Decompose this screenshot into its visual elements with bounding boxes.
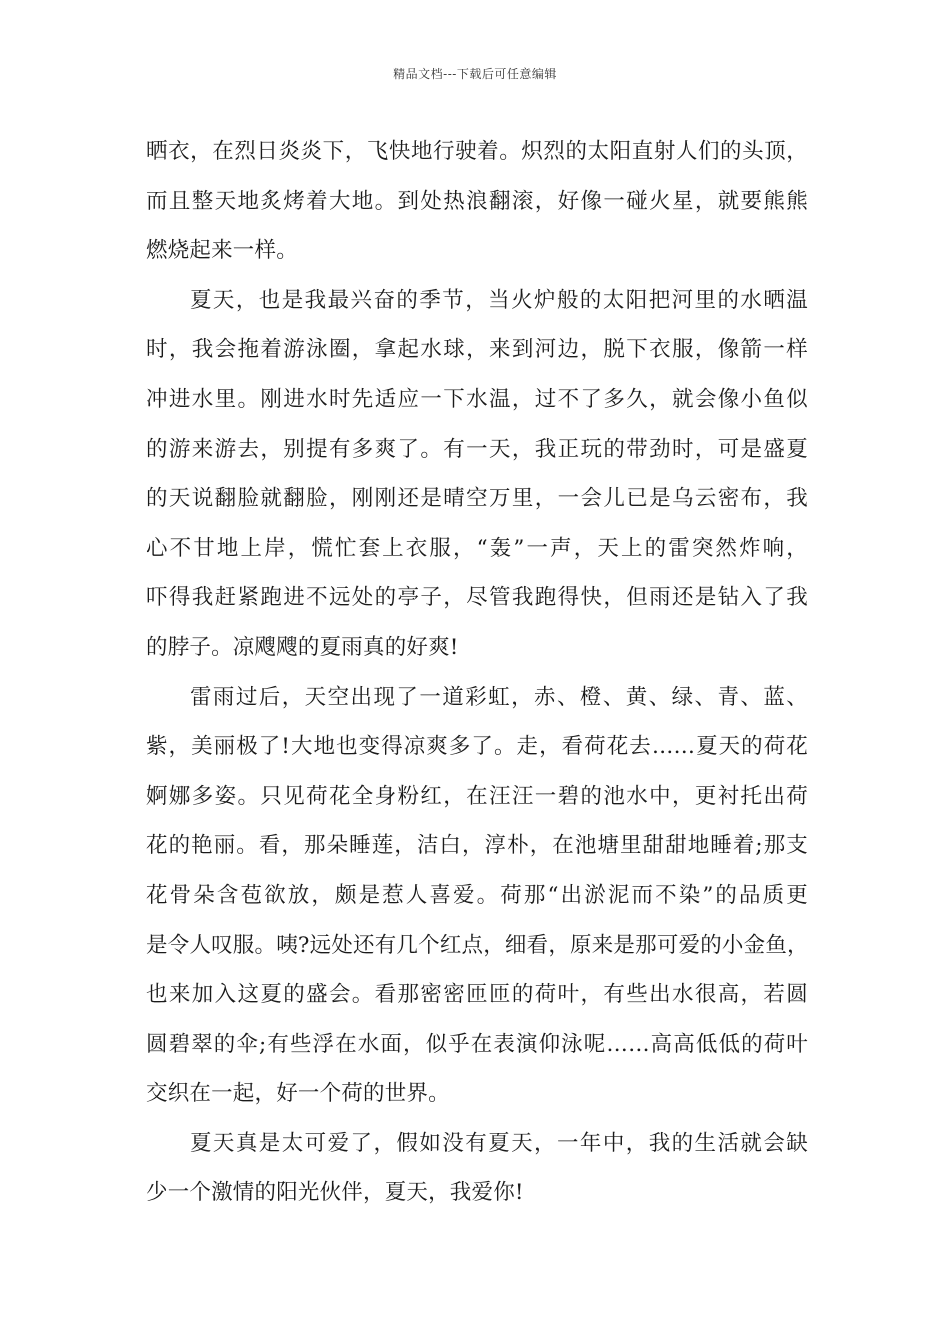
text-line: 花的艳丽。看，那朵睡莲，洁白，淳朴，在池塘里甜甜地睡着;那支 — [146, 833, 808, 859]
text-line: 吓得我赶紧跑进不远处的亭子，尽管我跑得快，但雨还是钻入了我 — [146, 585, 808, 611]
paragraph — [146, 276, 808, 673]
text-line: 花骨朵含苞欲放，颇是惹人喜爱。荷那“出淤泥而不染”的品质更 — [146, 882, 808, 908]
text-line: 时，我会拖着游泳圈，拿起水球，来到河边，脱下衣服，像箭一样 — [146, 337, 808, 363]
text-line: 的脖子。凉飕飕的夏雨真的好爽! — [146, 634, 459, 660]
text-line: 心不甘地上岸，慌忙套上衣服，“轰”一声，天上的雷突然炸响， — [146, 535, 808, 561]
document-body — [146, 127, 808, 1218]
text-line: 紫，美丽极了!大地也变得凉爽多了。走，看荷花去……夏天的荷花 — [146, 734, 808, 760]
paragraph — [146, 673, 808, 1119]
page-header: 精品文档---下载后可任意编辑 — [393, 67, 557, 81]
text-line: 交织在一起，好一个荷的世界。 — [146, 1081, 450, 1107]
text-line: 夏天，也是我最兴奋的季节，当火炉般的太阳把河里的水晒温 — [190, 287, 808, 313]
text-line: 少一个激情的阳光伙伴，夏天，我爱你! — [146, 1180, 524, 1206]
text-line: 晒衣，在烈日炎炎下，飞快地行驶着。炽烈的太阳直射人们的头顶， — [146, 139, 808, 164]
text-line: 雷雨过后，天空出现了一道彩虹，赤、橙、黄、绿、青、蓝、 — [190, 684, 808, 710]
text-line: 夏天真是太可爱了，假如没有夏天，一年中，我的生活就会缺 — [190, 1130, 808, 1156]
text-line: 是令人叹服。咦?远处还有几个红点，细看，原来是那可爱的小金鱼， — [146, 932, 809, 958]
paragraph — [146, 1119, 808, 1218]
text-line: 圆碧翠的伞;有些浮在水面，似乎在表演仰泳呢……高高低低的荷叶 — [146, 1031, 808, 1057]
text-line: 冲进水里。刚进水时先适应一下水温，过不了多久，就会像小鱼似 — [146, 386, 808, 412]
text-line: 而且整天地炙烤着大地。到处热浪翻滚，好像一碰火星，就要熊熊 — [146, 188, 808, 214]
text-line: 婀娜多姿。只见荷花全身粉红，在汪汪一碧的池水中，更衬托出荷 — [146, 783, 808, 809]
text-line: 燃烧起来一样。 — [146, 238, 298, 264]
text-line: 的游来游去，别提有多爽了。有一天，我正玩的带劲时，可是盛夏 — [146, 436, 808, 462]
text-line: 也来加入这夏的盛会。看那密密匝匝的荷叶，有些出水很高，若圆 — [146, 982, 808, 1008]
paragraph — [146, 127, 808, 276]
text-line: 的天说翻脸就翻脸，刚刚还是晴空万里，一会儿已是乌云密布，我 — [146, 486, 808, 512]
